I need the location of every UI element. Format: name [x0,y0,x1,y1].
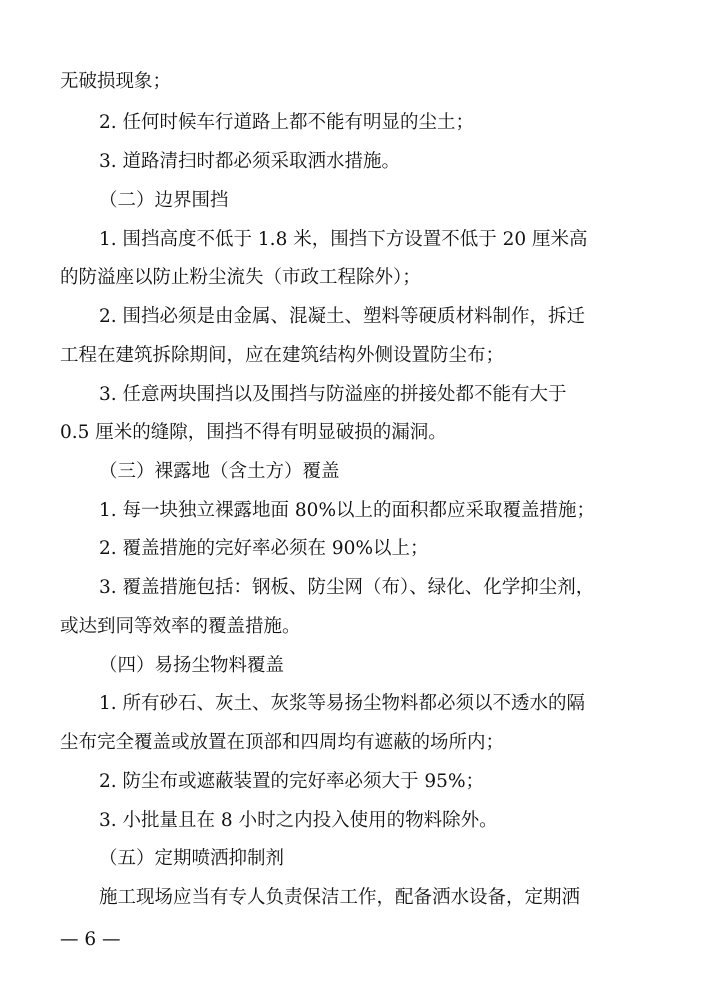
text-line: 施工现场应当有专人负责保洁工作，配备洒水设备，定期洒 [99,887,581,908]
list-item: 1. 每一块独立裸露地面 80%以上的面积都应采取覆盖措施； [99,500,596,521]
text-line: 无破损现象； [60,71,172,92]
section-heading: （四）易扬尘物料覆盖 [99,655,285,676]
list-item: 2. 覆盖措施的完好率必须在 90%以上； [99,538,429,559]
text-line: 或达到同等效率的覆盖措施。 [60,616,301,637]
list-item: 2. 防尘布或遮蔽装置的完好率必须大于 95%； [99,771,485,792]
list-item: 1. 所有砂石、灰土、灰浆等易扬尘物料都必须以不透水的隔 [99,693,586,714]
list-item: 3. 任意两块围挡以及围挡与防溢座的拼接处都不能有大于 [99,384,567,405]
section-heading: （三）裸露地（含土方）覆盖 [99,461,340,482]
text-line: 尘布完全覆盖或放置在顶部和四周均有遮蔽的场所内； [60,732,505,753]
section-heading: （二）边界围挡 [99,190,229,211]
list-item: 3. 小批量且在 8 小时之内投入使用的物料除外。 [99,810,498,831]
text-line: 工程在建筑拆除期间，应在建筑结构外侧设置防尘布； [60,345,505,366]
list-item: 2. 围挡必须是由金属、混凝土、塑料等硬质材料制作，拆迁 [99,306,586,327]
text-line: 的防溢座以防止粉尘流失（市政工程除外）； [60,267,421,288]
list-item: 2. 任何时候车行道路上都不能有明显的尘土； [99,112,475,133]
text-line: 0.5 厘米的缝隙，围挡不得有明显破损的漏洞。 [60,422,447,443]
section-heading: （五）定期喷洒抑制剂 [99,848,285,869]
list-item: 1. 围挡高度不低于 1.8 米，围挡下方设置不低于 20 厘米高 [99,229,588,250]
list-item: 3. 覆盖措施包括：钢板、防尘网（布）、绿化、化学抑尘剂， [99,577,595,598]
list-item: 3. 道路清扫时都必须采取洒水措施。 [99,151,401,172]
page-number: — 6 — [60,929,121,950]
